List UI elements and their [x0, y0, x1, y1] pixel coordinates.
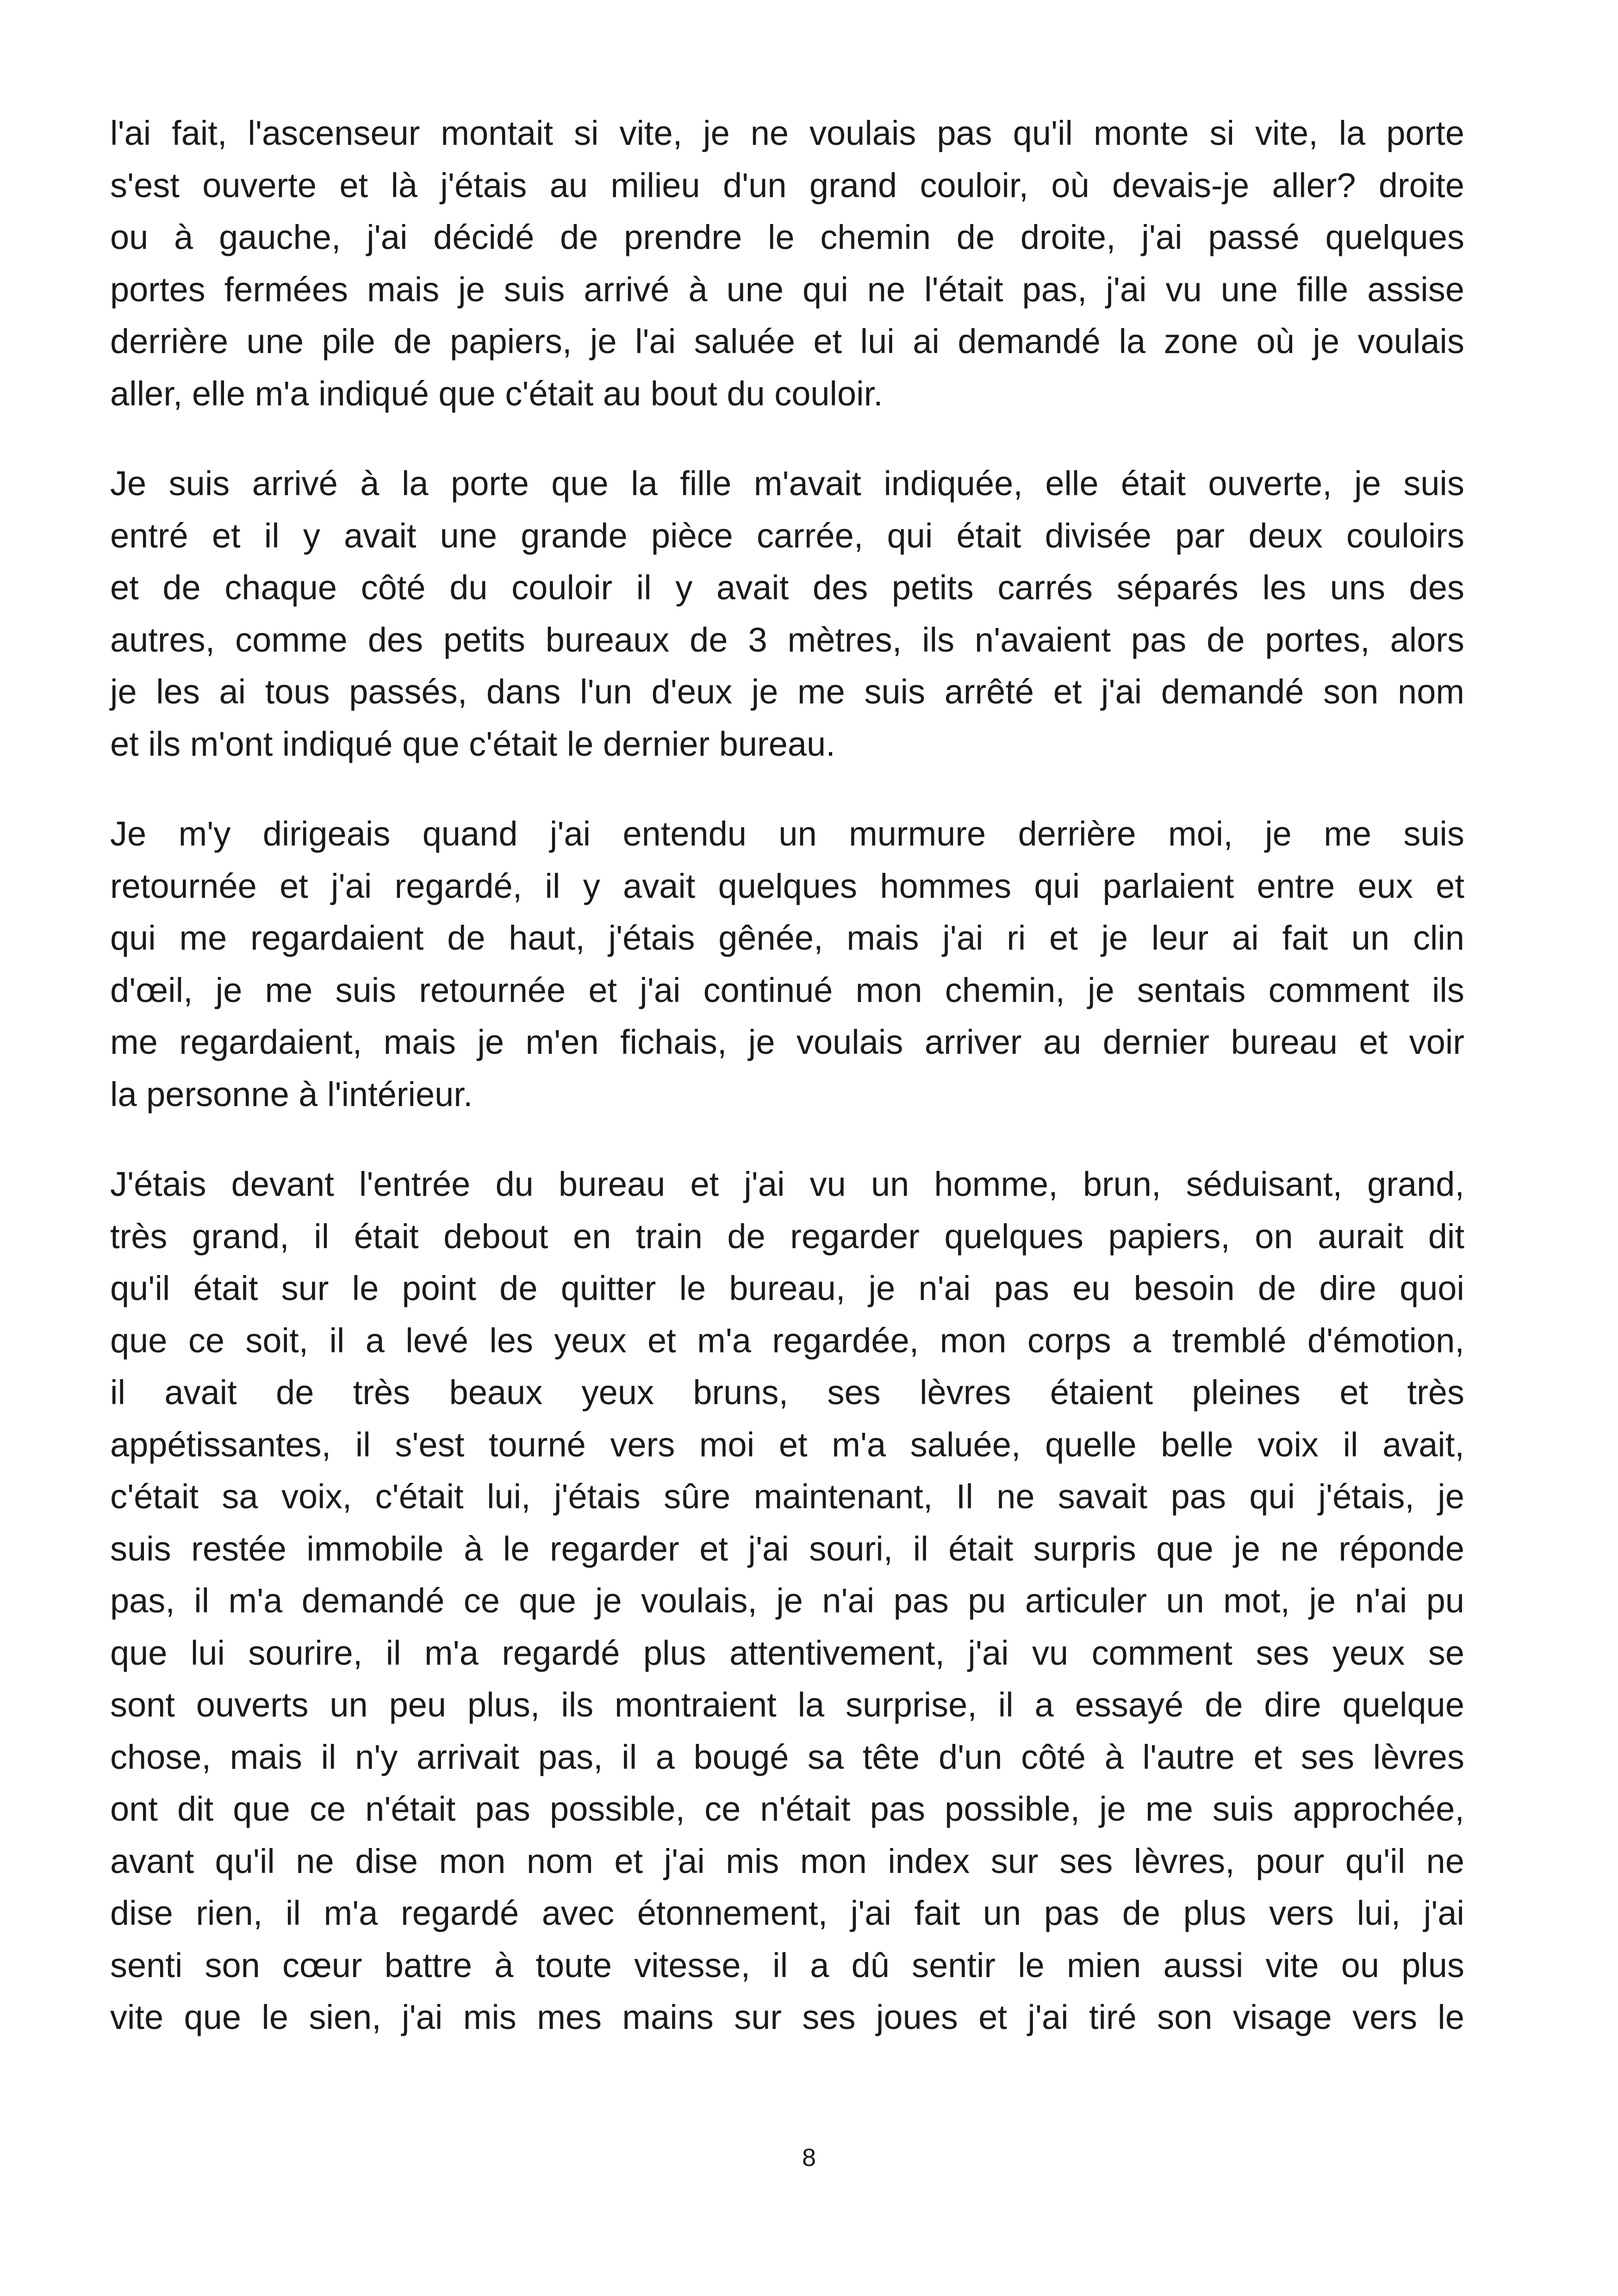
text-line: d'œil, je me suis retournée et j'ai continué mon chemin, je sentais comment ils — [110, 971, 1464, 1009]
paragraph-3 — [110, 808, 1464, 1120]
paragraph-2 — [110, 458, 1464, 770]
text-line: sont ouverts un peu plus, ils montraient la surprise, il a essayé de dire quelque — [110, 1686, 1464, 1724]
page-number: 8 — [802, 2144, 816, 2172]
text-line: autres, comme des petits bureaux de 3 mètres, ils n'avaient pas de portes, alors — [110, 620, 1464, 659]
text-line: aller, elle m'a indiqué que c'était au bout du couloir. — [110, 374, 883, 413]
text-line: Je suis arrivé à la porte que la fille m'avait indiquée, elle était ouverte, je suis — [110, 464, 1464, 503]
body-text — [110, 107, 1464, 2082]
text-line: qu'il était sur le point de quitter le bureau, je n'ai pas eu besoin de dire quoi — [110, 1269, 1464, 1307]
text-line: qui me regardaient de haut, j'étais gênée, mais j'ai ri et je leur ai fait un clin — [110, 919, 1464, 957]
text-line: que ce soit, il a levé les yeux et m'a regardée, mon corps a tremblé d'émotion, — [110, 1321, 1464, 1360]
text-line: la personne à l'intérieur. — [110, 1075, 473, 1114]
text-line: Je m'y dirigeais quand j'ai entendu un murmure derrière moi, je me suis — [110, 815, 1464, 853]
text-line: vite que le sien, j'ai mis mes mains sur ses joues et j'ai tiré son visage vers le — [110, 1998, 1464, 2036]
text-line: ou à gauche, j'ai décidé de prendre le chemin de droite, j'ai passé quelques — [110, 218, 1464, 256]
text-line: senti son cœur battre à toute vitesse, il a dû sentir le mien aussi vite ou plus — [110, 1946, 1464, 1985]
text-line: chose, mais il n'y arrivait pas, il a bougé sa tête d'un côté à l'autre et ses lèvres — [110, 1737, 1464, 1776]
text-line: dise rien, il m'a regardé avec étonnement, j'ai fait un pas de plus vers lui, j'ai — [110, 1894, 1464, 1932]
text-line: je les ai tous passés, dans l'un d'eux je me suis arrêté et j'ai demandé son nom — [110, 672, 1464, 711]
text-line: me regardaient, mais je m'en fichais, je voulais arriver au dernier bureau et voir — [110, 1023, 1464, 1061]
text-line: suis restée immobile à le regarder et j'ai souri, il était surpris que je ne réponde — [110, 1529, 1464, 1568]
text-line: portes fermées mais je suis arrivé à une qui ne l'était pas, j'ai vu une fille assise — [110, 270, 1464, 309]
text-line: et de chaque côté du couloir il y avait des petits carrés séparés les uns des — [110, 568, 1464, 607]
text-line: J'étais devant l'entrée du bureau et j'ai vu un homme, brun, séduisant, grand, — [110, 1165, 1464, 1203]
text-line: retournée et j'ai regardé, il y avait quelques hommes qui parlaient entre eux et — [110, 866, 1464, 905]
paragraph-1 — [110, 107, 1464, 420]
text-line: il avait de très beaux yeux bruns, ses lèvres étaient pleines et très — [110, 1373, 1464, 1412]
text-line: très grand, il était debout en train de regarder quelques papiers, on aurait dit — [110, 1217, 1464, 1256]
text-line: avant qu'il ne dise mon nom et j'ai mis mon index sur ses lèvres, pour qu'il ne — [110, 1842, 1464, 1880]
text-line: appétissantes, il s'est tourné vers moi et m'a saluée, quelle belle voix il avait, — [110, 1425, 1464, 1464]
paragraph-4 — [110, 1158, 1464, 2044]
text-line: derrière une pile de papiers, je l'ai saluée et lui ai demandé la zone où je voulais — [110, 322, 1464, 361]
text-line: ont dit que ce n'était pas possible, ce n'était pas possible, je me suis approchée, — [110, 1790, 1464, 1828]
text-line: l'ai fait, l'ascenseur montait si vite, je ne voulais pas qu'il monte si vite, la porte — [110, 114, 1464, 152]
text-line: c'était sa voix, c'était lui, j'étais sûre maintenant, Il ne savait pas qui j'étais, je — [110, 1477, 1464, 1516]
text-line: pas, il m'a demandé ce que je voulais, je n'ai pas pu articuler un mot, je n'ai pu — [110, 1581, 1464, 1620]
text-line: et ils m'ont indiqué que c'était le dernier bureau. — [110, 724, 835, 763]
text-line: s'est ouverte et là j'étais au milieu d'un grand couloir, où devais-je aller? droite — [110, 166, 1464, 205]
text-line: que lui sourire, il m'a regardé plus attentivement, j'ai vu comment ses yeux se — [110, 1633, 1464, 1672]
text-line: entré et il y avait une grande pièce carrée, qui était divisée par deux couloirs — [110, 516, 1464, 555]
